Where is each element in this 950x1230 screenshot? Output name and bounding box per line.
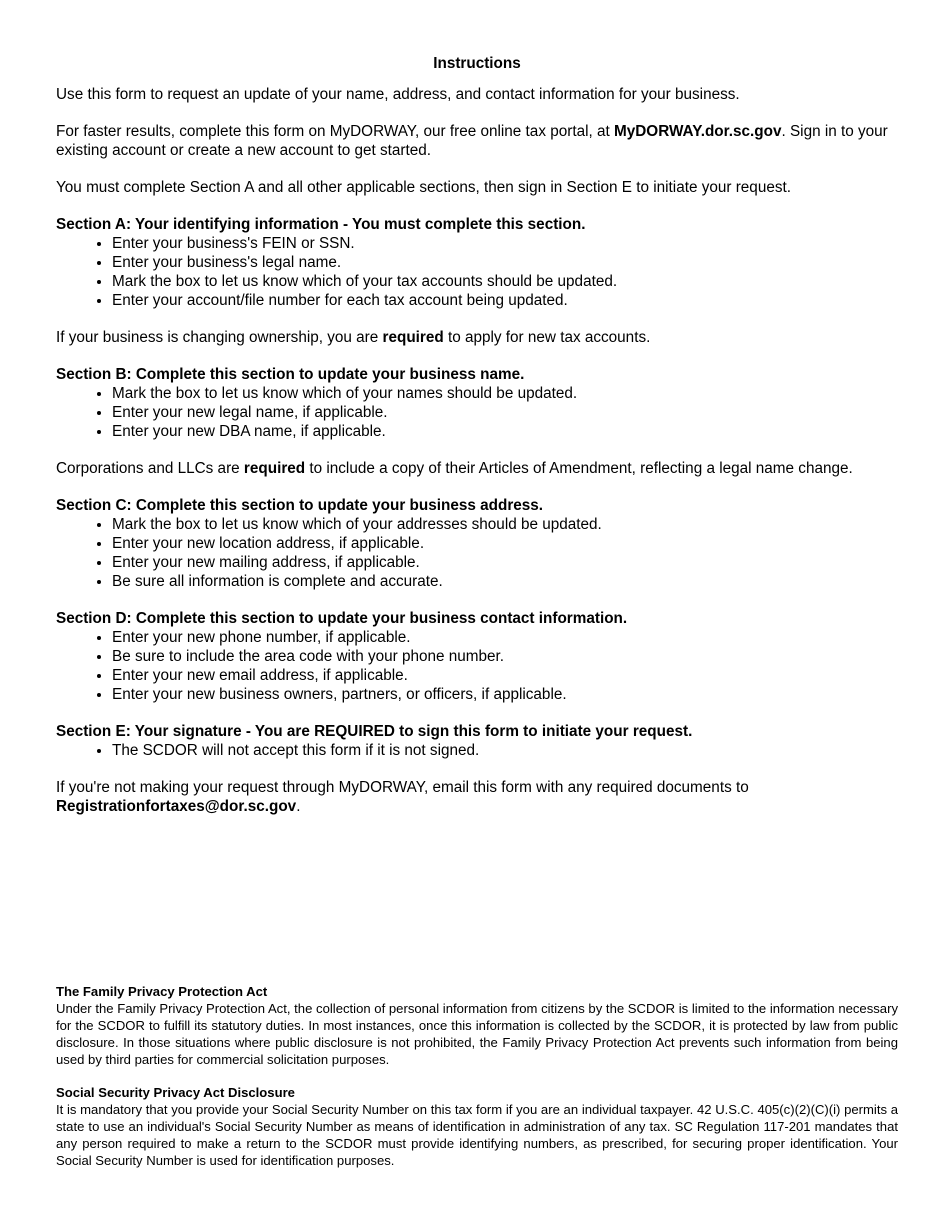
list-item: • Enter your business's FEIN or SSN. — [112, 234, 898, 253]
intro-paragraph-2 — [56, 122, 898, 160]
section-b-heading: Section B: Complete this section to update your business name. — [56, 366, 525, 383]
section-b-note-text: Corporations and LLCs are — [56, 460, 244, 477]
mydorway-url: MyDORWAY.dor.sc.gov — [614, 123, 782, 140]
section-a-note-text: If your business is changing ownership, you are — [56, 329, 383, 346]
section-a-note — [56, 328, 898, 347]
required-emphasis: required — [382, 329, 444, 346]
list-item: • Enter your new phone number, if applicable. — [112, 628, 898, 647]
list-item: • Enter your new legal name, if applicable. — [112, 403, 898, 422]
page-title: Instructions — [433, 55, 521, 72]
ssn-disclosure-heading: Social Security Privacy Act Disclosure — [56, 1085, 295, 1100]
section-e-list — [56, 741, 898, 760]
privacy-act-text: Under the Family Privacy Protection Act, the collection of personal information from citizens by the SCDOR is limited to the information necessary for the SCDOR to fulfill its statutory duties. In most instances, once this information is collected by the SCDOR, it is protected by law from public disclosure. In those situations where public disclosure is not prohibited, the Family Privacy Protection Act prevents such information from being used by third parties for commercial solicitation purposes. — [56, 1001, 898, 1067]
list-item: • Mark the box to let us know which of your names should be updated. — [112, 384, 898, 403]
intro-paragraph-3: You must complete Section A and all other applicable sections, then sign in Section E to initiate your request. — [56, 179, 791, 196]
required-emphasis: required — [243, 460, 306, 477]
section-b-list — [56, 384, 898, 441]
list-item: • Enter your new DBA name, if applicable. — [112, 422, 898, 441]
registration-email: Registrationfortaxes@dor.sc.gov — [56, 798, 297, 815]
list-item: • Mark the box to let us know which of your addresses should be updated. — [112, 515, 898, 534]
section-d-list — [56, 628, 898, 704]
disclosures-footer — [56, 983, 898, 1185]
intro-paragraph-1: Use this form to request an update of your name, address, and contact information for your business. — [56, 86, 740, 103]
section-e-heading: Section E: Your signature - You are REQUIRED to sign this form to initiate your request. — [56, 723, 693, 740]
section-b-note-text-end: to include a copy of their Articles of Amendment, reflecting a legal name change. — [305, 460, 853, 477]
list-item: • Enter your new location address, if applicable. — [112, 534, 898, 553]
list-item: • Mark the box to let us know which of your tax accounts should be updated. — [112, 272, 898, 291]
ssn-disclosure-text: It is mandatory that you provide your Social Security Number on this tax form if you are an individual taxpayer. 42 U.S.C. 405(c)(2)(C)(i) permits a state to use an individual's Social Security Number as means of identification in administration of any tax. SC Regulation 117-201 mandates that any person required to make a return to the SCDOR must provide identifying numbers, as prescribed, for securing proper identification. Your Social Security Number is used for identification purposes. — [56, 1102, 898, 1168]
closing-period: . — [296, 798, 301, 815]
section-c-list — [56, 515, 898, 591]
section-c-heading: Section C: Complete this section to update your business address. — [56, 497, 544, 514]
privacy-act-heading: The Family Privacy Protection Act — [56, 984, 268, 999]
list-item: • Enter your new mailing address, if applicable. — [112, 553, 898, 572]
closing-text: If you're not making your request through MyDORWAY, email this form with any required documents to — [56, 779, 749, 796]
list-item: • The SCDOR will not accept this form if it is not signed. — [112, 741, 898, 760]
section-a-list — [56, 234, 898, 310]
intro-p2-text-end: . Sign in to your existing account or create a new account to get started. — [56, 123, 888, 159]
section-b-note — [56, 459, 898, 478]
intro-p2-text: For faster results, complete this form on MyDORWAY, our free online tax portal, at — [56, 123, 614, 140]
section-a-heading: Section A: Your identifying information - You must complete this section. — [56, 216, 586, 233]
list-item: • Be sure all information is complete and accurate. — [112, 572, 898, 591]
list-item: • Enter your business's legal name. — [112, 253, 898, 272]
instructions-page — [56, 54, 898, 834]
list-item: • Enter your new email address, if applicable. — [112, 666, 898, 685]
list-item: • Be sure to include the area code with your phone number. — [112, 647, 898, 666]
section-a-note-text-end: to apply for new tax accounts. — [443, 329, 651, 346]
section-d-heading: Section D: Complete this section to update your business contact information. — [56, 610, 628, 627]
list-item: • Enter your account/file number for each tax account being updated. — [112, 291, 898, 310]
closing-paragraph — [56, 778, 898, 816]
list-item: • Enter your new business owners, partners, or officers, if applicable. — [112, 685, 898, 704]
